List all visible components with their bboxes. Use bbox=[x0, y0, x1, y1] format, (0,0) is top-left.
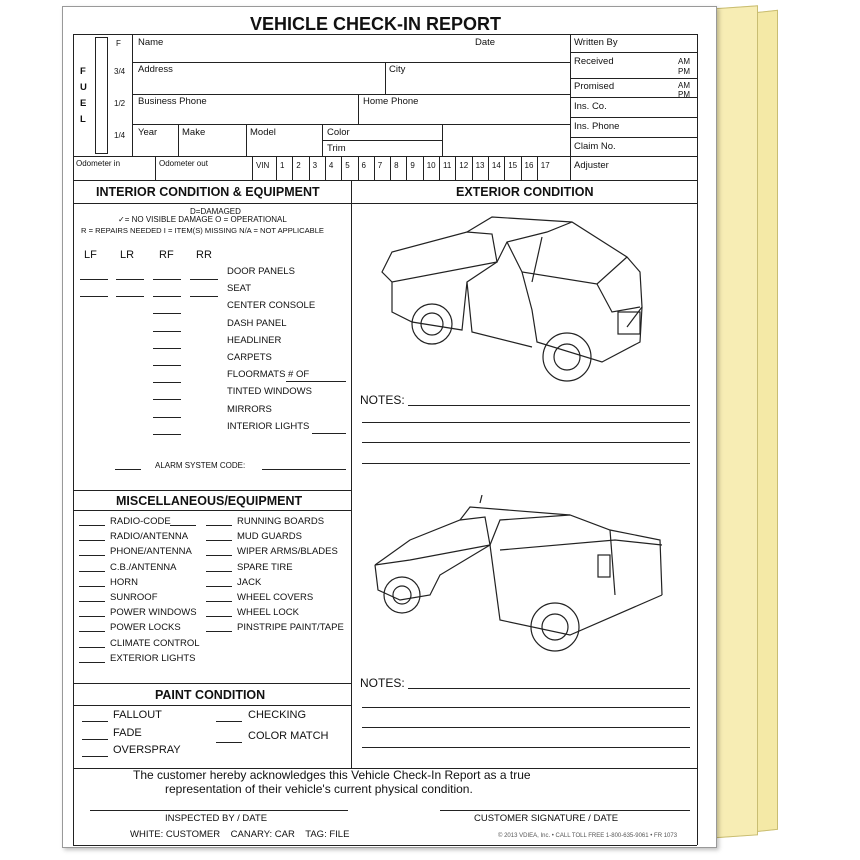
interior-heading: INTERIOR CONDITION & EQUIPMENT bbox=[96, 185, 320, 199]
misc-item-label: WHEEL LOCK bbox=[237, 607, 299, 619]
column-lr: LR bbox=[120, 249, 135, 261]
vin-box-divider bbox=[488, 156, 489, 180]
address-label: Address bbox=[138, 64, 173, 75]
vin-digit-box[interactable]: 7 bbox=[377, 161, 383, 170]
vin-box-divider bbox=[276, 156, 277, 180]
misc-blank[interactable] bbox=[206, 540, 232, 541]
trim-label: Trim bbox=[327, 143, 346, 154]
legend-line: D=DAMAGED bbox=[190, 207, 241, 216]
misc-item-label: WIPER ARMS/BLADES bbox=[237, 546, 338, 558]
paint-blank[interactable] bbox=[216, 742, 242, 743]
misc-item-label: SUNROOF bbox=[110, 592, 158, 603]
misc-item-label: RADIO-CODE bbox=[110, 516, 171, 527]
interior-item-label: INTERIOR LIGHTS bbox=[227, 420, 310, 432]
odometer-in-label: Odometer in bbox=[76, 159, 121, 168]
form-right-border bbox=[697, 34, 698, 845]
fuel-level: 1/4 bbox=[114, 131, 126, 140]
acknowledgement-line: The customer hereby acknowledges this Vehicle Check-In Report as a true bbox=[133, 768, 531, 782]
grid-line bbox=[132, 94, 570, 95]
section-line bbox=[73, 705, 351, 706]
legend-line: R = REPAIRS NEEDED I = ITEM(S) MISSING N/A = NOT APPLICABLE bbox=[81, 226, 324, 235]
alarm-code-label: ALARM SYSTEM CODE: bbox=[155, 461, 246, 470]
fuel-letter: E bbox=[80, 98, 87, 109]
vin-box-divider bbox=[374, 156, 375, 180]
condition-blank[interactable] bbox=[190, 296, 218, 297]
interior-item-label: SEAT bbox=[227, 283, 252, 295]
business-phone-label: Business Phone bbox=[138, 96, 207, 107]
make-label: Make bbox=[182, 127, 206, 138]
condition-blank[interactable] bbox=[153, 399, 181, 400]
grid-divider bbox=[246, 124, 247, 156]
grid-divider bbox=[358, 94, 359, 124]
condition-blank[interactable] bbox=[153, 382, 181, 383]
notes-line[interactable] bbox=[362, 442, 690, 443]
paint-blank[interactable] bbox=[82, 721, 108, 722]
color-label: Color bbox=[327, 127, 350, 138]
inspected-by-field[interactable] bbox=[90, 810, 348, 811]
fuel-gauge-box bbox=[95, 37, 108, 154]
misc-item-label: C.B./ANTENNA bbox=[110, 561, 177, 573]
vin-label: VIN bbox=[256, 161, 270, 170]
misc-blank[interactable] bbox=[206, 601, 232, 602]
column-rr: RR bbox=[196, 249, 212, 261]
pm-label: PM bbox=[678, 90, 690, 99]
misc-item-label: CLIMATE CONTROL bbox=[110, 637, 200, 649]
customer-signature-field[interactable] bbox=[440, 810, 690, 811]
vin-box-divider bbox=[423, 156, 424, 180]
vin-digit-box[interactable]: 5 bbox=[345, 161, 350, 170]
condition-blank[interactable] bbox=[80, 296, 108, 297]
alarm-code-field[interactable] bbox=[262, 469, 346, 470]
notes-label: NOTES: bbox=[360, 676, 405, 690]
interior-item-label: FLOORMATS # OF bbox=[227, 369, 310, 381]
right-box-divider bbox=[570, 34, 571, 180]
interior-lights-field[interactable] bbox=[312, 433, 346, 434]
received-label: Received bbox=[574, 56, 614, 67]
grid-line bbox=[570, 137, 697, 138]
fuel-level: F bbox=[116, 39, 121, 48]
truck-rear-illustration bbox=[370, 495, 680, 665]
pm-label: PM bbox=[678, 67, 690, 76]
grid-line bbox=[132, 62, 570, 63]
misc-blank[interactable] bbox=[206, 616, 232, 617]
acknowledgement-line: representation of their vehicle's current physical condition. bbox=[165, 782, 473, 796]
vin-digit-box[interactable]: 3 bbox=[312, 161, 318, 170]
grid-line bbox=[132, 124, 570, 125]
misc-blank[interactable] bbox=[206, 586, 232, 587]
section-line bbox=[73, 490, 351, 491]
misc-item-label: HORN bbox=[110, 576, 138, 588]
misc-item-label: RUNNING BOARDS bbox=[237, 516, 325, 527]
form-bottom-border bbox=[73, 845, 697, 846]
form-title: VEHICLE CHECK-IN REPORT bbox=[250, 14, 502, 34]
vin-digit-box[interactable]: 9 bbox=[410, 161, 415, 170]
misc-item-label: MUD GUARDS bbox=[237, 531, 302, 543]
vin-box-divider bbox=[455, 156, 456, 180]
condition-blank[interactable] bbox=[116, 296, 144, 297]
misc-blank[interactable] bbox=[79, 555, 105, 556]
vin-digit-box[interactable]: 8 bbox=[394, 161, 399, 170]
paint-heading: PAINT CONDITION bbox=[155, 688, 266, 702]
odometer-out-label: Odometer out bbox=[159, 159, 208, 168]
grid-divider bbox=[442, 124, 443, 156]
grid-line-color-trim bbox=[322, 140, 442, 141]
misc-blank[interactable] bbox=[206, 571, 232, 572]
misc-blank[interactable] bbox=[79, 631, 105, 632]
vin-box-divider bbox=[472, 156, 473, 180]
ins-co-label: Ins. Co. bbox=[574, 101, 607, 112]
misc-blank[interactable] bbox=[79, 571, 105, 572]
condition-blank[interactable] bbox=[80, 279, 108, 280]
home-phone-label: Home Phone bbox=[363, 96, 419, 107]
misc-blank[interactable] bbox=[79, 540, 105, 541]
vin-digit-box[interactable]: 17 bbox=[540, 161, 550, 170]
customer-signature-label: CUSTOMER SIGNATURE / DATE bbox=[474, 813, 619, 824]
floormats-count-field[interactable] bbox=[286, 381, 346, 382]
misc-blank[interactable] bbox=[206, 631, 232, 632]
condition-blank[interactable] bbox=[153, 313, 181, 314]
alarm-blank[interactable] bbox=[115, 469, 141, 470]
condition-blank[interactable] bbox=[153, 417, 181, 418]
am-label: AM bbox=[678, 57, 690, 66]
condition-blank[interactable] bbox=[153, 279, 181, 280]
fuel-column-divider bbox=[132, 34, 133, 156]
grid-line bbox=[73, 156, 570, 157]
misc-blank[interactable] bbox=[79, 647, 105, 648]
interior-item-label: CENTER CONSOLE bbox=[227, 300, 316, 312]
condition-blank[interactable] bbox=[153, 348, 181, 349]
vin-box-divider bbox=[521, 156, 522, 180]
vin-box-divider bbox=[406, 156, 407, 180]
vin-digit-box[interactable]: 4 bbox=[328, 161, 334, 170]
paint-item-label: OVERSPRAY bbox=[113, 744, 181, 756]
fuel-level: 3/4 bbox=[114, 67, 126, 76]
written-by-label: Written By bbox=[574, 37, 618, 48]
vin-box-divider bbox=[390, 156, 391, 180]
interior-item-label: CARPETS bbox=[227, 352, 272, 363]
column-lf: LF bbox=[84, 249, 97, 261]
date-label: Date bbox=[475, 37, 496, 48]
copy-distribution: WHITE: CUSTOMER CANARY: CAR TAG: FILE bbox=[130, 829, 350, 840]
misc-heading: MISCELLANEOUS/EQUIPMENT bbox=[116, 494, 303, 508]
fuel-level: 1/2 bbox=[114, 99, 126, 108]
misc-item-label: RADIO/ANTENNA bbox=[110, 531, 189, 543]
misc-blank[interactable] bbox=[79, 586, 105, 587]
vin-digit-box[interactable]: 10 bbox=[426, 161, 436, 170]
notes-line[interactable] bbox=[362, 422, 690, 423]
misc-item-label: POWER WINDOWS bbox=[110, 607, 197, 619]
misc-item-label: WHEEL COVERS bbox=[237, 592, 314, 603]
misc-blank[interactable] bbox=[206, 555, 232, 556]
paint-item-label: COLOR MATCH bbox=[248, 730, 329, 742]
grid-line bbox=[570, 78, 697, 79]
vin-box-divider bbox=[504, 156, 505, 180]
middle-divider bbox=[351, 180, 352, 768]
interior-item-label: TINTED WINDOWS bbox=[227, 386, 312, 398]
vin-digit-box[interactable]: 11 bbox=[443, 161, 452, 170]
vin-box-divider bbox=[341, 156, 342, 180]
notes-label: NOTES: bbox=[360, 393, 405, 407]
misc-item-label: POWER LOCKS bbox=[110, 622, 181, 634]
year-label: Year bbox=[138, 127, 158, 138]
inspected-by-label: INSPECTED BY / DATE bbox=[165, 813, 268, 824]
grid-line bbox=[570, 52, 697, 53]
fuel-letter: U bbox=[80, 82, 87, 93]
paint-item-label: CHECKING bbox=[248, 709, 307, 721]
grid-line bbox=[570, 117, 697, 118]
condition-blank[interactable] bbox=[153, 365, 181, 366]
grid-line bbox=[570, 156, 697, 157]
vin-box-divider bbox=[358, 156, 359, 180]
interior-item-label: MIRRORS bbox=[227, 403, 272, 415]
misc-item-label: JACK bbox=[237, 576, 262, 588]
misc-item-label: EXTERIOR LIGHTS bbox=[110, 652, 196, 664]
interior-item-label: DOOR PANELS bbox=[227, 266, 295, 277]
vin-digit-box[interactable]: 15 bbox=[508, 161, 518, 170]
vin-box-divider bbox=[537, 156, 538, 180]
name-label: Name bbox=[138, 37, 164, 48]
misc-item-label: SPARE TIRE bbox=[237, 561, 293, 573]
vin-digit-box[interactable]: 1 bbox=[280, 161, 285, 170]
truck-front-illustration bbox=[372, 212, 672, 387]
adjuster-label: Adjuster bbox=[574, 160, 609, 171]
grid-divider bbox=[385, 62, 386, 94]
radio-code-field[interactable] bbox=[170, 525, 196, 526]
condition-blank[interactable] bbox=[190, 279, 218, 280]
paint-blank[interactable] bbox=[216, 721, 242, 722]
notes-line[interactable] bbox=[362, 707, 690, 708]
grid-top-line bbox=[73, 34, 697, 35]
vin-box-divider bbox=[309, 156, 310, 180]
claim-no-label: Claim No. bbox=[574, 141, 616, 152]
fuel-letter: L bbox=[80, 114, 86, 125]
misc-blank[interactable] bbox=[79, 662, 105, 663]
model-label: Model bbox=[250, 127, 276, 138]
condition-blank[interactable] bbox=[153, 296, 181, 297]
section-line bbox=[73, 203, 697, 204]
paint-item-label: FADE bbox=[113, 727, 142, 739]
condition-blank[interactable] bbox=[153, 434, 181, 435]
grid-divider bbox=[155, 156, 156, 180]
promised-label: Promised bbox=[574, 81, 615, 92]
fuel-letter: F bbox=[80, 66, 86, 77]
misc-blank[interactable] bbox=[79, 601, 105, 602]
grid-divider bbox=[252, 156, 253, 180]
paint-blank[interactable] bbox=[82, 756, 108, 757]
notes-line[interactable] bbox=[362, 747, 690, 748]
legend-line: ✓= NO VISIBLE DAMAGE O = OPERATIONAL bbox=[118, 215, 287, 224]
section-line bbox=[73, 510, 351, 511]
exterior-heading: EXTERIOR CONDITION bbox=[456, 185, 594, 199]
section-line bbox=[73, 683, 351, 684]
misc-blank[interactable] bbox=[79, 525, 105, 526]
vin-box-divider bbox=[325, 156, 326, 180]
notes-line[interactable] bbox=[362, 727, 690, 728]
vin-box-divider bbox=[439, 156, 440, 180]
notes-line[interactable] bbox=[362, 463, 690, 464]
vin-digit-box[interactable]: 2 bbox=[296, 161, 301, 170]
misc-item-label: PHONE/ANTENNA bbox=[110, 546, 192, 558]
condition-blank[interactable] bbox=[116, 279, 144, 280]
ins-phone-label: Ins. Phone bbox=[574, 121, 620, 132]
grid-bottom-line bbox=[73, 180, 697, 181]
vin-digit-box[interactable]: 13 bbox=[475, 161, 485, 170]
vin-digit-box[interactable]: 16 bbox=[524, 161, 534, 170]
city-label: City bbox=[389, 64, 406, 75]
paint-item-label: FALLOUT bbox=[113, 709, 162, 721]
vin-box-divider bbox=[292, 156, 293, 180]
vin-digit-box[interactable]: 12 bbox=[459, 161, 469, 170]
misc-blank[interactable] bbox=[206, 525, 232, 526]
paint-blank[interactable] bbox=[82, 739, 108, 740]
fine-print: © 2013 VDIEA, Inc. • CALL TOLL FREE 1-800-635-9061 • FR 1073 bbox=[498, 833, 678, 839]
grid-divider bbox=[322, 124, 323, 156]
condition-blank[interactable] bbox=[153, 331, 181, 332]
misc-item-label: PINSTRIPE PAINT/TAPE bbox=[237, 622, 344, 634]
notes-line[interactable] bbox=[408, 405, 690, 406]
misc-blank[interactable] bbox=[79, 616, 105, 617]
form-sheet bbox=[62, 6, 717, 848]
vin-digit-box[interactable]: 14 bbox=[491, 161, 501, 170]
am-label: AM bbox=[678, 81, 690, 90]
notes-line[interactable] bbox=[408, 688, 690, 689]
vin-digit-box[interactable]: 6 bbox=[361, 161, 366, 170]
grid-divider bbox=[178, 124, 179, 156]
column-rf: RF bbox=[159, 249, 174, 261]
interior-item-label: HEADLINER bbox=[227, 334, 282, 346]
interior-item-label: DASH PANEL bbox=[227, 317, 287, 329]
